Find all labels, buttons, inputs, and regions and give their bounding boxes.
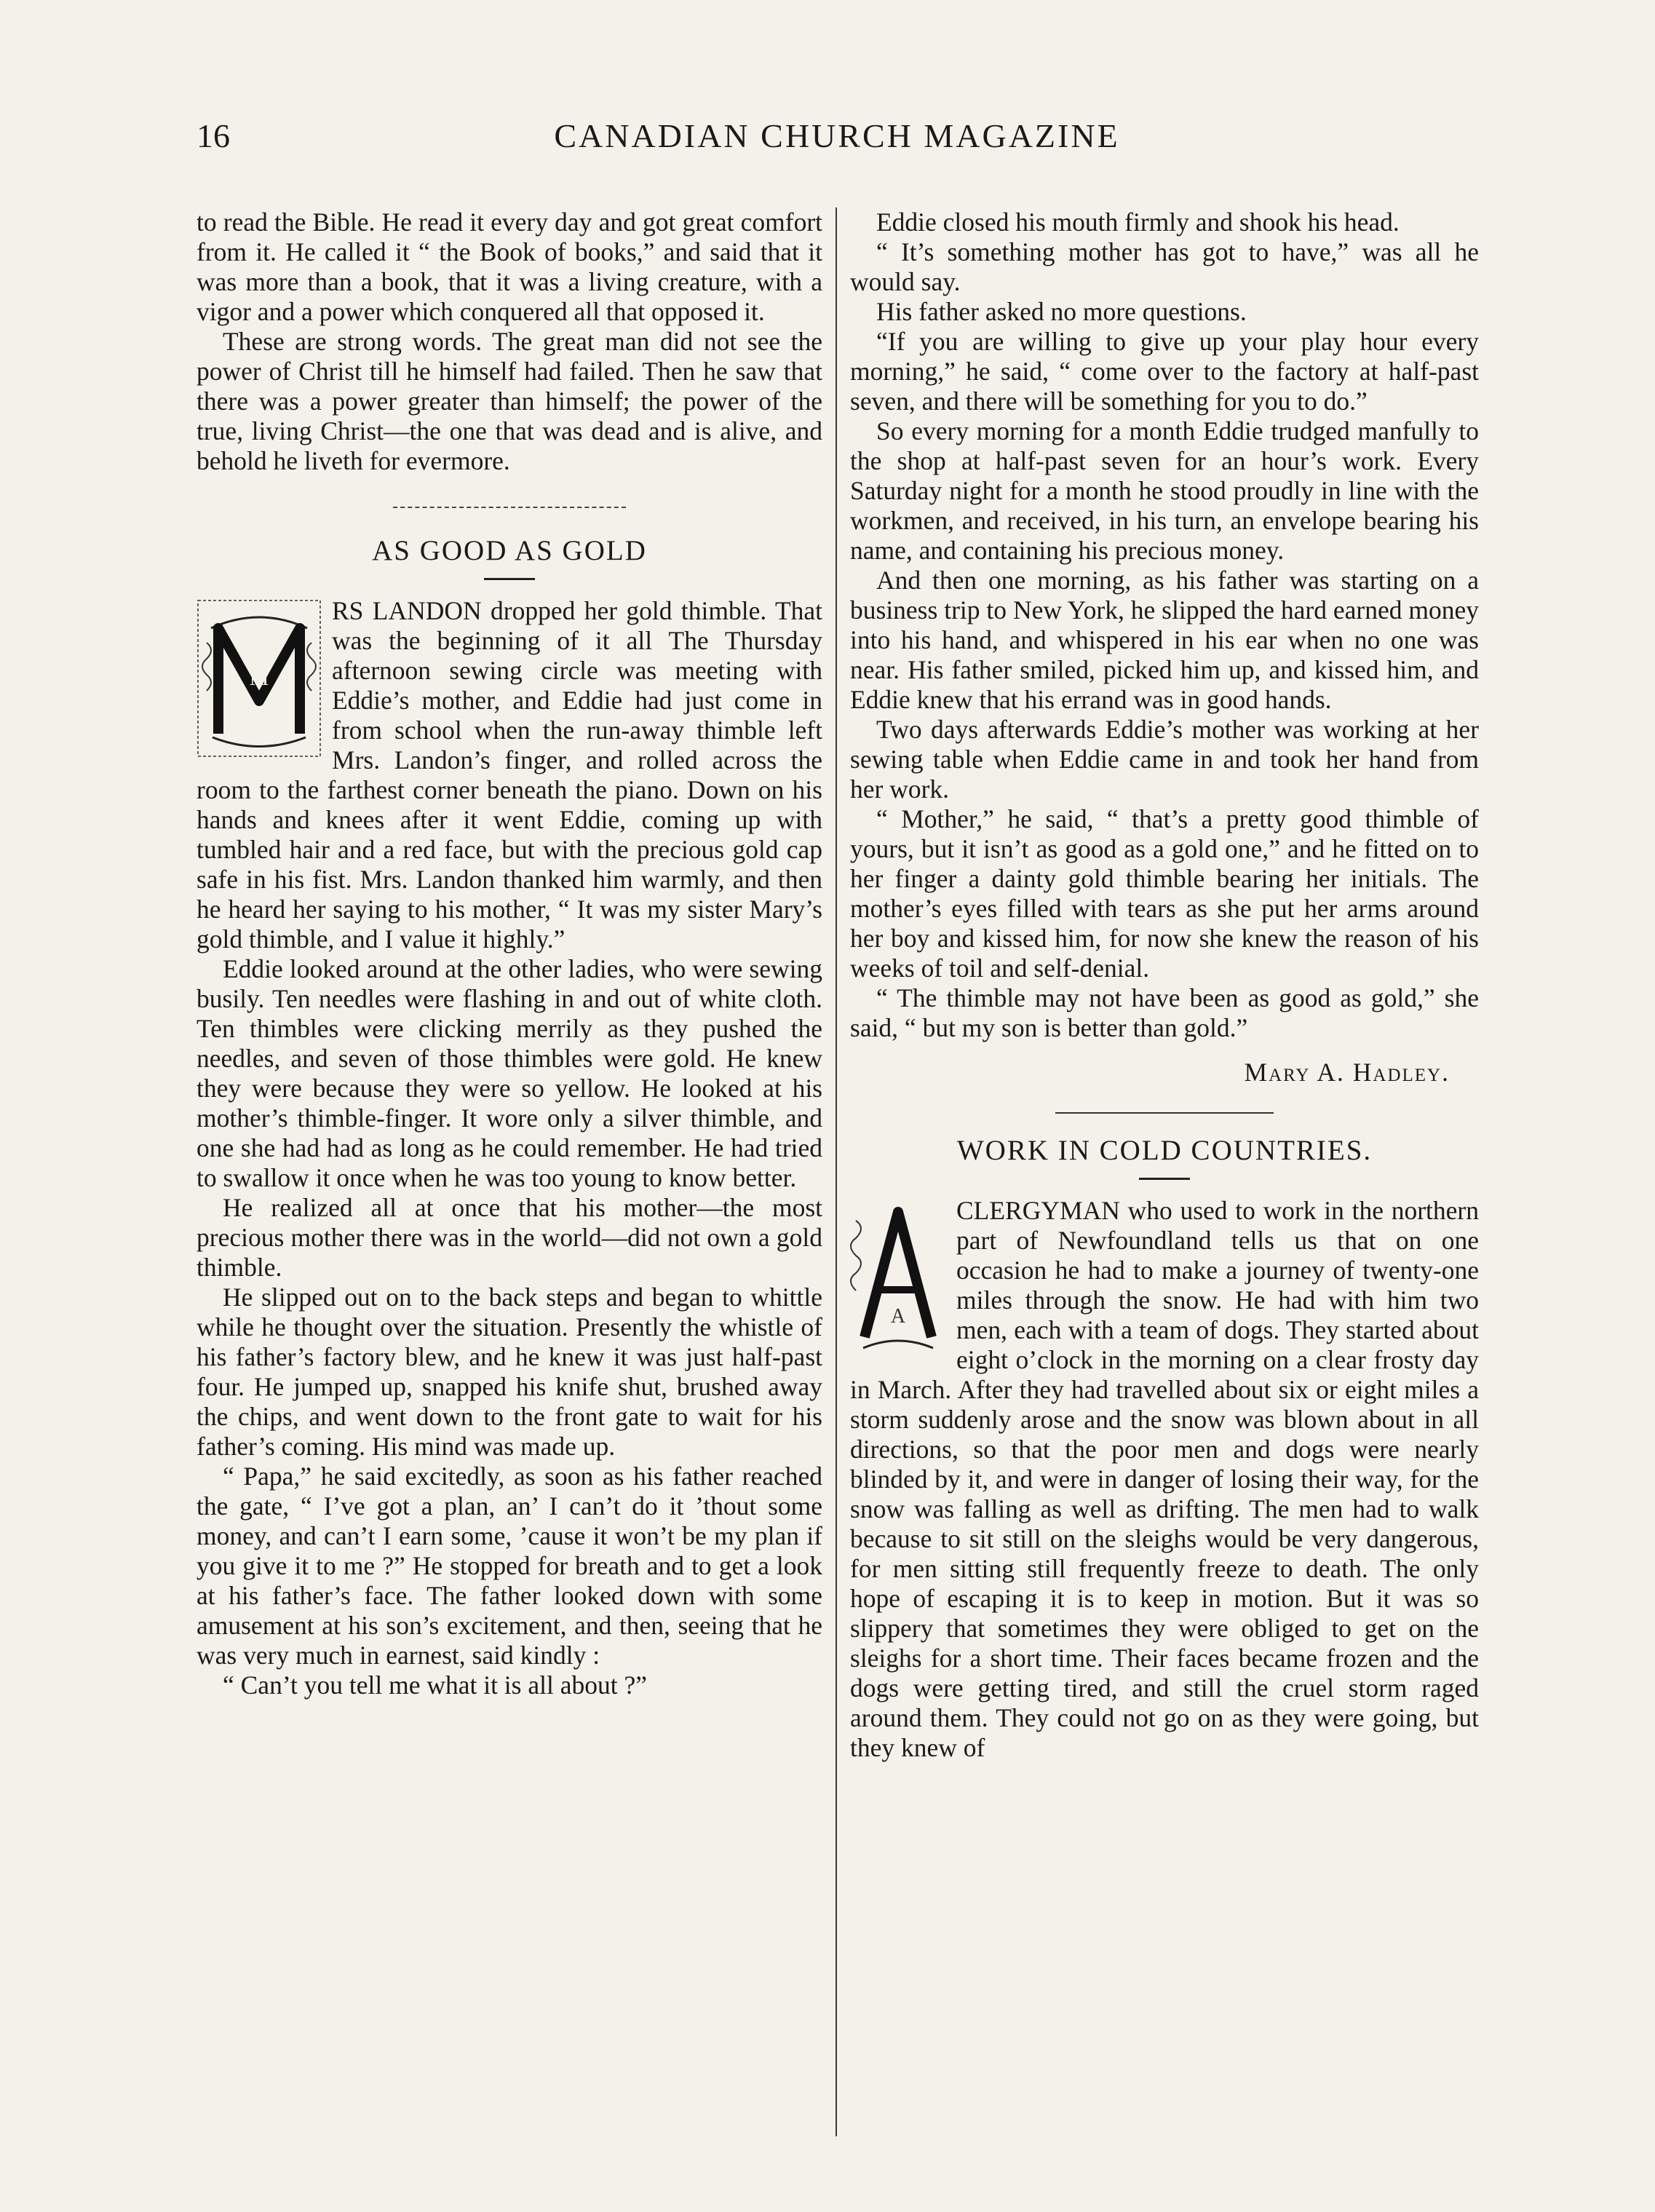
author-signature: Mary A. Hadley. <box>1244 1058 1450 1087</box>
story-paragraph: Two days afterwards Eddie’s mother was working at her sewing table when Eddie came in and took her hand from her work. <box>850 715 1479 804</box>
title-rule <box>484 578 535 580</box>
ornamental-drop-cap-a <box>850 1199 946 1357</box>
intro-paragraph: to read the Bible. He read it every day and got great comfort from it. He called it “ the Book of books,” and said that it was more than a book, that it was a living creature, with a vigor and a power which conquered all that opposed it. <box>197 207 822 326</box>
section-title: WORK IN COLD COUNTRIES. <box>956 1135 1373 1166</box>
story-paragraph: Eddie looked around at the other ladies, who were sewing busily. Ten needles were flashing in and out of white cloth. Ten thimbles were clicking merrily as they pushed the needles, and seven of those thimbles were gold. He knew they were because they were so yellow. He looked at his mother’s thimble-finger. It wore only a silver thimble, and one she had had as long as he could remember. He had tried to swallow it once when he was too young to know better. <box>197 954 822 1192</box>
title-rule <box>1139 1178 1190 1180</box>
story-paragraph: “ Mother,” he said, “ that’s a pretty good thimble of yours, but it isn’t as good as a gold one,” and he fitted on to her finger a dainty gold thimble bearing her initials. The mother’s eyes filled with tears as she put her arms around her boy and kissed him, for now she knew the reason of his weeks of toil and self-denial. <box>850 804 1479 983</box>
story-paragraph: He slipped out on to the back steps and began to whittle while he thought over the situation. Presently the whistle of his father’s factory blew, and he knew it was just half-past four. He jumped up, snapped his knife shut, brushed away the chips, and went down to the front gate to wait for his father’s coming. His mind was made up. <box>197 1283 822 1461</box>
story-paragraph: And then one morning, as his father was starting on a business trip to New York, he slipped the hard earned money into his hand, and whispered in his ear when no one was near. His father smiled, picked him up, and kissed him, and Eddie knew that his errand was in good hands. <box>850 566 1479 714</box>
story-paragraph: His father asked no more questions. <box>876 297 1247 326</box>
story-paragraph: “ Can’t you tell me what it is all about ?” <box>223 1670 647 1700</box>
story-paragraph: He realized all at once that his mother—the most precious mother there was in the world—did not own a gold thimble. <box>197 1193 822 1282</box>
story-title: AS GOOD AS GOLD <box>372 535 647 566</box>
left-column <box>197 207 822 1700</box>
story-paragraph: Eddie closed his mouth firmly and shook his head. <box>876 207 1400 237</box>
column-divider <box>836 207 837 2136</box>
page-header <box>197 116 1477 175</box>
drop-cap-letter: M <box>249 666 269 690</box>
drop-cap-letter: A <box>890 1305 906 1328</box>
running-title: CANADIAN CHURCH MAGAZINE <box>554 117 1120 154</box>
story-paragraph: “ Papa,” he said excitedly, as soon as his father reached the gate, “ I’ve got a plan, an’ I can’t do it ’thout some money, and can’t I earn some, ’cause it won’t be my plan if you give it to me ?” He stopped for breath and to get a look at his father’s face. The father looked down with some amusement at his son’s excitement, and then, seeing that he was very much in earnest, said kindly : <box>197 1462 822 1670</box>
page-number: 16 <box>197 117 230 154</box>
ornamental-drop-cap-m <box>197 599 322 758</box>
story-first-paragraph: RS LANDON dropped her gold thimble. That was the beginning of it all The Thursday afternoon sewing circle was meeting with Eddie’s mother, and Eddie had just come in from school when the run-away thimble left Mrs. Landon’s finger, and rolled across the room to the farthest corner beneath the piano. Down on his hands and knees after it went Eddie, coming up with tumbled hair and a red face, but with the precious gold cap safe in his fist. Mrs. Landon thanked him warmly, and then he heard her saying to his mother, “ It was my sister Mary’s gold thimble, and I value it highly.” <box>197 596 822 954</box>
right-column <box>850 207 1479 1763</box>
story-paragraph: “If you are willing to give up your play hour every morning,” he said, “ come over to the factory at half-past seven, and there will be something for you to do.” <box>850 327 1479 416</box>
story-paragraph: “ It’s something mother has got to have,” was all he would say. <box>850 237 1479 296</box>
intro-paragraph: These are strong words. The great man did not see the power of Christ till he himself had failed. Then he saw that there was a power greater than himself; the power of the true, living Christ—the one that was dead and is alive, and behold he liveth for evermore. <box>197 327 822 475</box>
story-paragraph: “ The thimble may not have been as good as gold,” she said, “ but my son is better than gold.” <box>850 983 1479 1042</box>
section-separator <box>1055 1112 1274 1114</box>
section-first-paragraph: CLERGYMAN who used to work in the northern part of Newfoundland tells us that on one occasion he had to make a journey of twenty-one miles through the snow. He had with him two men, each with a team of dogs. They started about eight o’clock in the morning on a clear frosty day in March. After they had travelled about six or eight miles a storm suddenly arose and the snow was blown about in all directions, so that the poor men and dogs were nearly blinded by it, and were in danger of losing their way, for the snow was falling as well as drifting. The men had to walk because to sit still on the sleighs would be very dangerous, for men sitting still frequently freeze to death. The only hope of escaping it is to keep in motion. But it was so slippery that sometimes they were obliged to get on the sleighs for a short time. Their faces became frozen and the dogs were getting tired, and still the cruel storm raged around them. They could not go on as they were going, but they knew of <box>850 1196 1479 1762</box>
section-separator <box>393 507 626 508</box>
story-paragraph: So every morning for a month Eddie trudged manfully to the shop at half-past seven for an hour’s work. Every Saturday night for a month he stood proudly in line with the workmen, and received, in his turn, an envelope bearing his name, and containing his precious money. <box>850 416 1479 565</box>
